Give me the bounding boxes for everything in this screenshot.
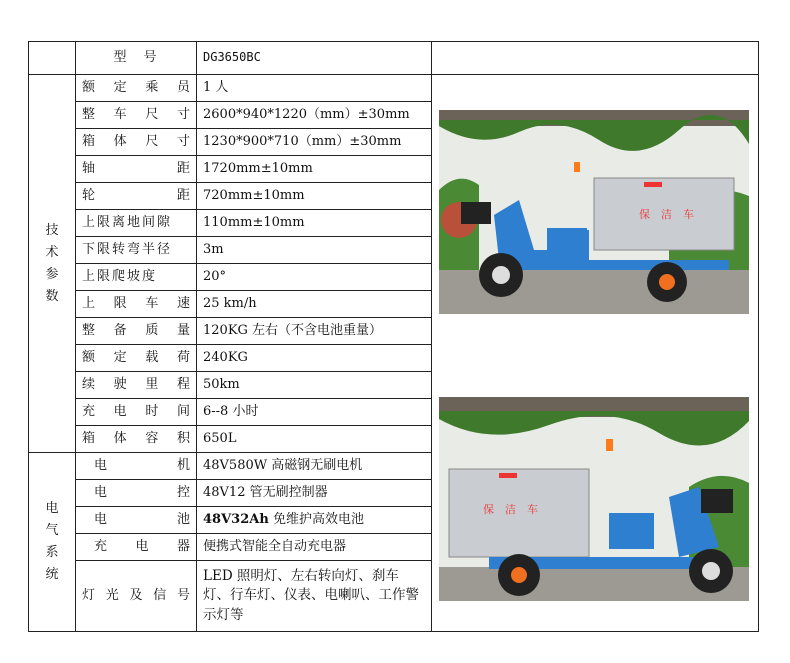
row-value: 2600*940*1220（mm）±30mm [197,102,432,129]
model-value: DG3650BC [197,42,432,75]
row-label: 额定乘员 [76,75,197,102]
model-group-cell [29,42,76,75]
row-value: 6--8 小时 [197,399,432,426]
row-label: 电池 [76,507,197,534]
row-label: 电控 [76,480,197,507]
row-value: 110mm±10mm [197,210,432,237]
photo-header-cell [432,42,759,75]
group-electrical-system: 电 气 系 统 [29,453,76,632]
row-value: 50km [197,372,432,399]
row-label: 轴距 [76,156,197,183]
row-label: 箱体容积 [76,426,197,453]
svg-text:保 洁 车: 保 洁 车 [483,503,538,516]
row-label: 续驶里程 [76,372,197,399]
row-value: 1230*900*710（mm）±30mm [197,129,432,156]
row-label: 灯光及信号 [76,561,197,632]
row-label: 电机 [76,453,197,480]
row-value: 120KG 左右（不含电池重量） [197,318,432,345]
vehicle-photo-right [439,397,749,601]
row-value: 25 km/h [197,291,432,318]
table-row-model [29,42,759,75]
row-value: 1 人 [197,75,432,102]
row-value: 便携式智能全自动充电器 [197,534,432,561]
row-value: 48V12 管无刷控制器 [197,480,432,507]
row-label: 轮距 [76,183,197,210]
row-value: 720mm±10mm [197,183,432,210]
row-label: 额定载荷 [76,345,197,372]
svg-text:保 洁 车: 保 洁 车 [639,208,694,221]
vehicle-photo-left [439,110,749,314]
table-row [29,75,759,102]
group-tech-params: 技 术 参 数 [29,75,76,453]
photo-column [432,75,759,632]
row-label: 上限爬坡度 [76,264,197,291]
row-label: 上限离地间隙 [76,210,197,237]
row-label: 充电时间 [76,399,197,426]
row-label: 充电器 [76,534,197,561]
row-value: 3m [197,237,432,264]
row-value: 650L [197,426,432,453]
row-label: 箱体尺寸 [76,129,197,156]
row-value: LED 照明灯、左右转向灯、刹车灯、行车灯、仪表、电喇叭、工作警示灯等 [197,561,432,632]
spec-table [28,41,759,632]
row-value: 48V32Ah 免维护高效电池 [197,507,432,534]
row-value: 20° [197,264,432,291]
row-label: 上限车速 [76,291,197,318]
row-value: 240KG [197,345,432,372]
model-label: 型 号 [76,42,197,75]
row-value: 1720mm±10mm [197,156,432,183]
row-value: 48V580W 高磁钢无刷电机 [197,453,432,480]
row-label: 整备质量 [76,318,197,345]
row-label: 下限转弯半径 [76,237,197,264]
row-label: 整车尺寸 [76,102,197,129]
